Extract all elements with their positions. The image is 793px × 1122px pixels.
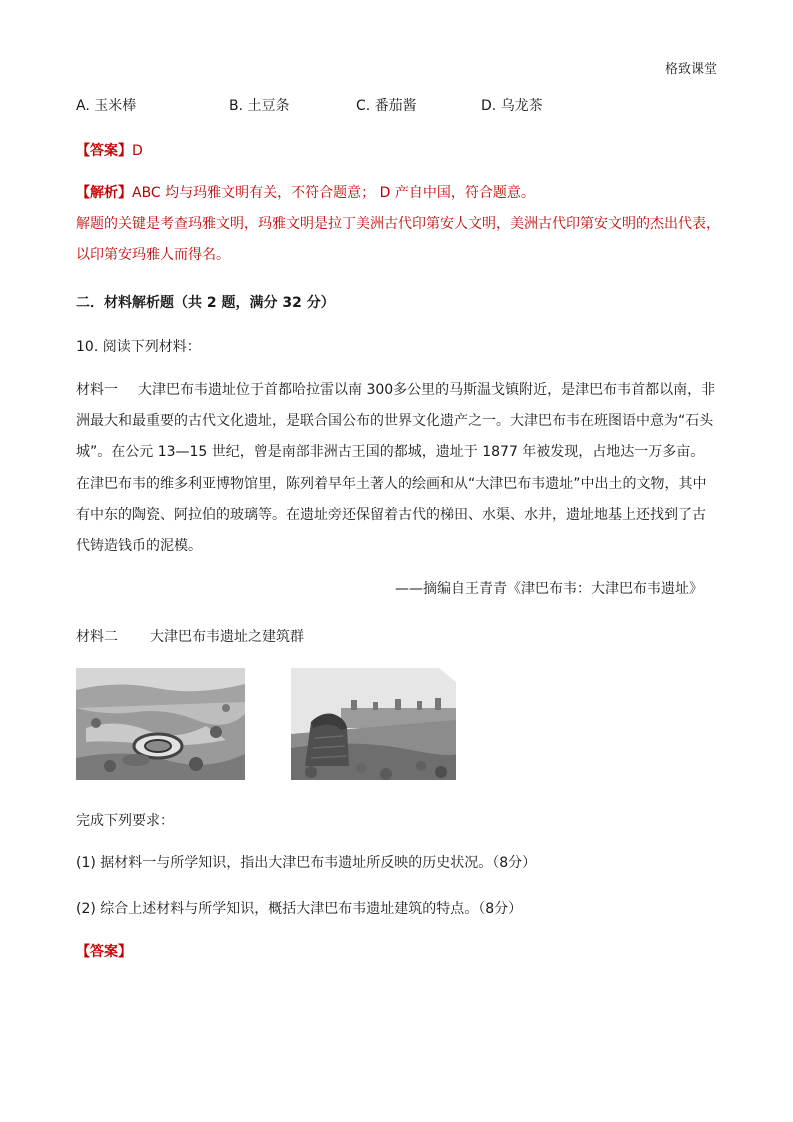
header-brand: 格致课堂 — [664, 62, 717, 77]
option-text: 番茄酱 — [374, 98, 417, 114]
question-answer-tag: 【答案】 — [76, 944, 132, 960]
material-1-text: 大津巴布韦遗址位于首都哈拉雷以南 300多公里的马斯温戈镇附近，是津巴布韦首都以南，非洲最大和最重要的古代文化遗址，是联合国公布的世界文化遗产之一。大津巴布韦在班图语中意为“石头城”。在公元 13—15 世纪，曾是南部非洲古王国的都城，遗址于 1877 年被发现，占地达一万多亩。在津巴布韦的维多利亚博物馆里，陈列着早年土著人的绘画和从“大津巴布韦遗址”中出土的文物，其中有中东的陶瓷、阿拉伯的玻璃等。在遗址旁还保留着古代的梯田、水渠、水井，遗址地基上还找到了古代铸造钱币的泥模。 — [76, 382, 716, 555]
analysis-line-2: 解题的关键是考查玛雅文明，玛雅文明是拉丁美洲古代印第安人文明，美洲古代印第安文明的杰出代表， — [76, 216, 720, 232]
option-text: 土豆条 — [247, 98, 290, 114]
answer-value: D — [132, 143, 143, 159]
material-1 — [76, 375, 718, 562]
material-2-label: 材料二 — [76, 629, 118, 645]
ruins-aerial-icon — [76, 668, 245, 780]
option-letter: D. — [481, 98, 497, 114]
analysis-line-3: 以印第安玛雅人而得名。 — [76, 247, 230, 263]
question-number: 10. 阅读下列材料： — [76, 339, 201, 355]
stone-tower-photo — [291, 668, 456, 780]
answer-tag: 【答案】 — [76, 143, 132, 159]
task-1: (1) 据材料一与所学知识，指出大津巴布韦遗址所反映的历史状况。（8分） — [76, 855, 537, 871]
analysis-line-1 — [76, 178, 726, 209]
analysis-tag: 【解析】 — [76, 185, 132, 201]
ruins-aerial-photo — [76, 668, 245, 780]
task-2: (2) 综合上述材料与所学知识，概括大津巴布韦遗址建筑的特点。（8分） — [76, 901, 523, 917]
option-letter: A. — [76, 98, 90, 114]
material-1-label: 材料一 — [76, 382, 118, 398]
option-text: 乌龙茶 — [500, 98, 543, 114]
material-2-heading — [76, 626, 304, 646]
stone-tower-icon — [291, 668, 456, 780]
option-letter: B. — [229, 98, 244, 114]
task-intro: 完成下列要求： — [76, 813, 174, 829]
section-title: 二．材料解析题（共 2 题，满分 32 分） — [76, 295, 335, 311]
material-1-source: ——摘编自王青青《津巴布韦：大津巴布韦遗址》 — [395, 581, 703, 597]
option-letter: C. — [356, 98, 371, 114]
option-d — [481, 95, 543, 115]
analysis-block — [76, 178, 726, 271]
option-text: 玉米棒 — [94, 98, 137, 114]
material-2-title: 大津巴布韦遗址之建筑群 — [150, 629, 304, 645]
option-b — [229, 95, 290, 115]
answer-line — [76, 140, 143, 160]
option-a — [76, 95, 136, 115]
analysis-text: ABC 均与玛雅文明有关，不符合题意； D 产自中国，符合题意。 — [132, 185, 535, 201]
option-c — [356, 95, 417, 115]
